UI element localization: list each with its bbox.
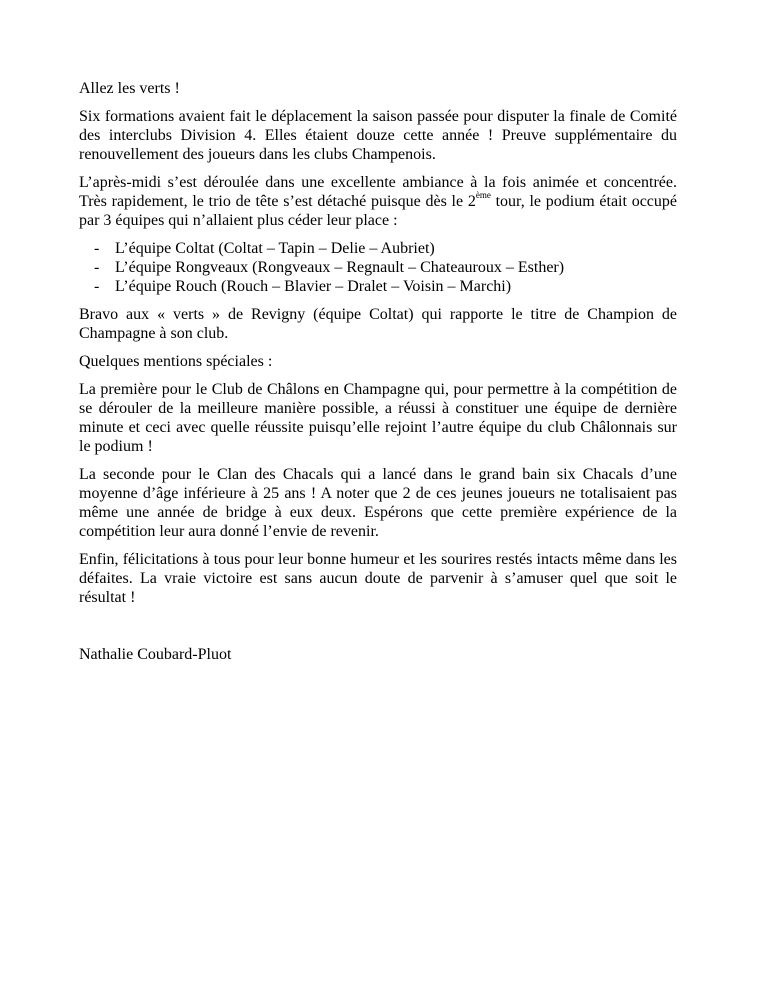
podium-team-list (79, 239, 677, 296)
list-item (79, 239, 677, 258)
blank-line (79, 616, 677, 645)
paragraph-mentions-intro: Quelques mentions spéciales : (79, 353, 273, 370)
signature: Nathalie Coubard-Pluot (79, 646, 232, 663)
paragraph-afternoon-text-end: tour, le podium était occupé par 3 équipes qui n’allaient plus céder leur place : (79, 193, 677, 229)
team-entry: L’équipe Rongveaux (Rongveaux – Regnault – Chateauroux – Esther) (115, 259, 565, 276)
paragraph-afternoon-text-start: L’après-midi s’est déroulée dans une excellente ambiance à la fois animée et concentrée. Très rapidement, le trio de tête s’est détaché puisque dès le 2 (79, 174, 677, 210)
paragraph-second-mention: La seconde pour le Clan des Chacals qui a lancé dans le grand bain six Chacals d’une moyenne d’âge inférieure à 25 ans ! A noter que 2 de ces jeunes joueurs ne totalisaient pas même une année de bridge à eux deux. Espérons que cette première expérience de la compétition leur aura donné l’envie de revenir. (79, 466, 677, 540)
ordinal-suffix: ème (475, 189, 491, 200)
list-dash: - (94, 259, 100, 276)
document-heading: Allez les verts ! (79, 80, 180, 97)
team-entry: L’équipe Rouch (Rouch – Blavier – Dralet – Voisin – Marchi) (115, 278, 512, 295)
paragraph-intro: Six formations avaient fait le déplacement la saison passée pour disputer la finale de Comité des interclubs Division 4. Elles étaient douze cette année ! Preuve supplémentaire du renouvellement des joueurs dans les clubs Champenois. (79, 108, 677, 163)
paragraph-bravo: Bravo aux « verts » de Revigny (équipe Coltat) qui rapporte le titre de Champion de Champagne à son club. (79, 306, 677, 342)
paragraph-first-mention: La première pour le Club de Châlons en Champagne qui, pour permettre à la compétition de se dérouler de la meilleure manière possible, a réussi à constituer une équipe de dernière minute et ceci avec quelle réussite puisqu’elle rejoint l’autre équipe du club Châlonnais sur le podium ! (79, 381, 677, 455)
list-item (79, 258, 677, 277)
paragraph-afternoon (79, 173, 677, 230)
paragraph-closing: Enfin, félicitations à tous pour leur bonne humeur et les sourires restés intacts même dans les défaites. La vraie victoire est sans aucun doute de parvenir à s’amuser quel que soit le résultat ! (79, 551, 677, 606)
list-item (79, 277, 677, 296)
team-entry: L’équipe Coltat (Coltat – Tapin – Delie – Aubriet) (115, 240, 435, 257)
list-dash: - (94, 240, 100, 257)
document-page (79, 79, 677, 673)
list-dash: - (94, 278, 100, 295)
